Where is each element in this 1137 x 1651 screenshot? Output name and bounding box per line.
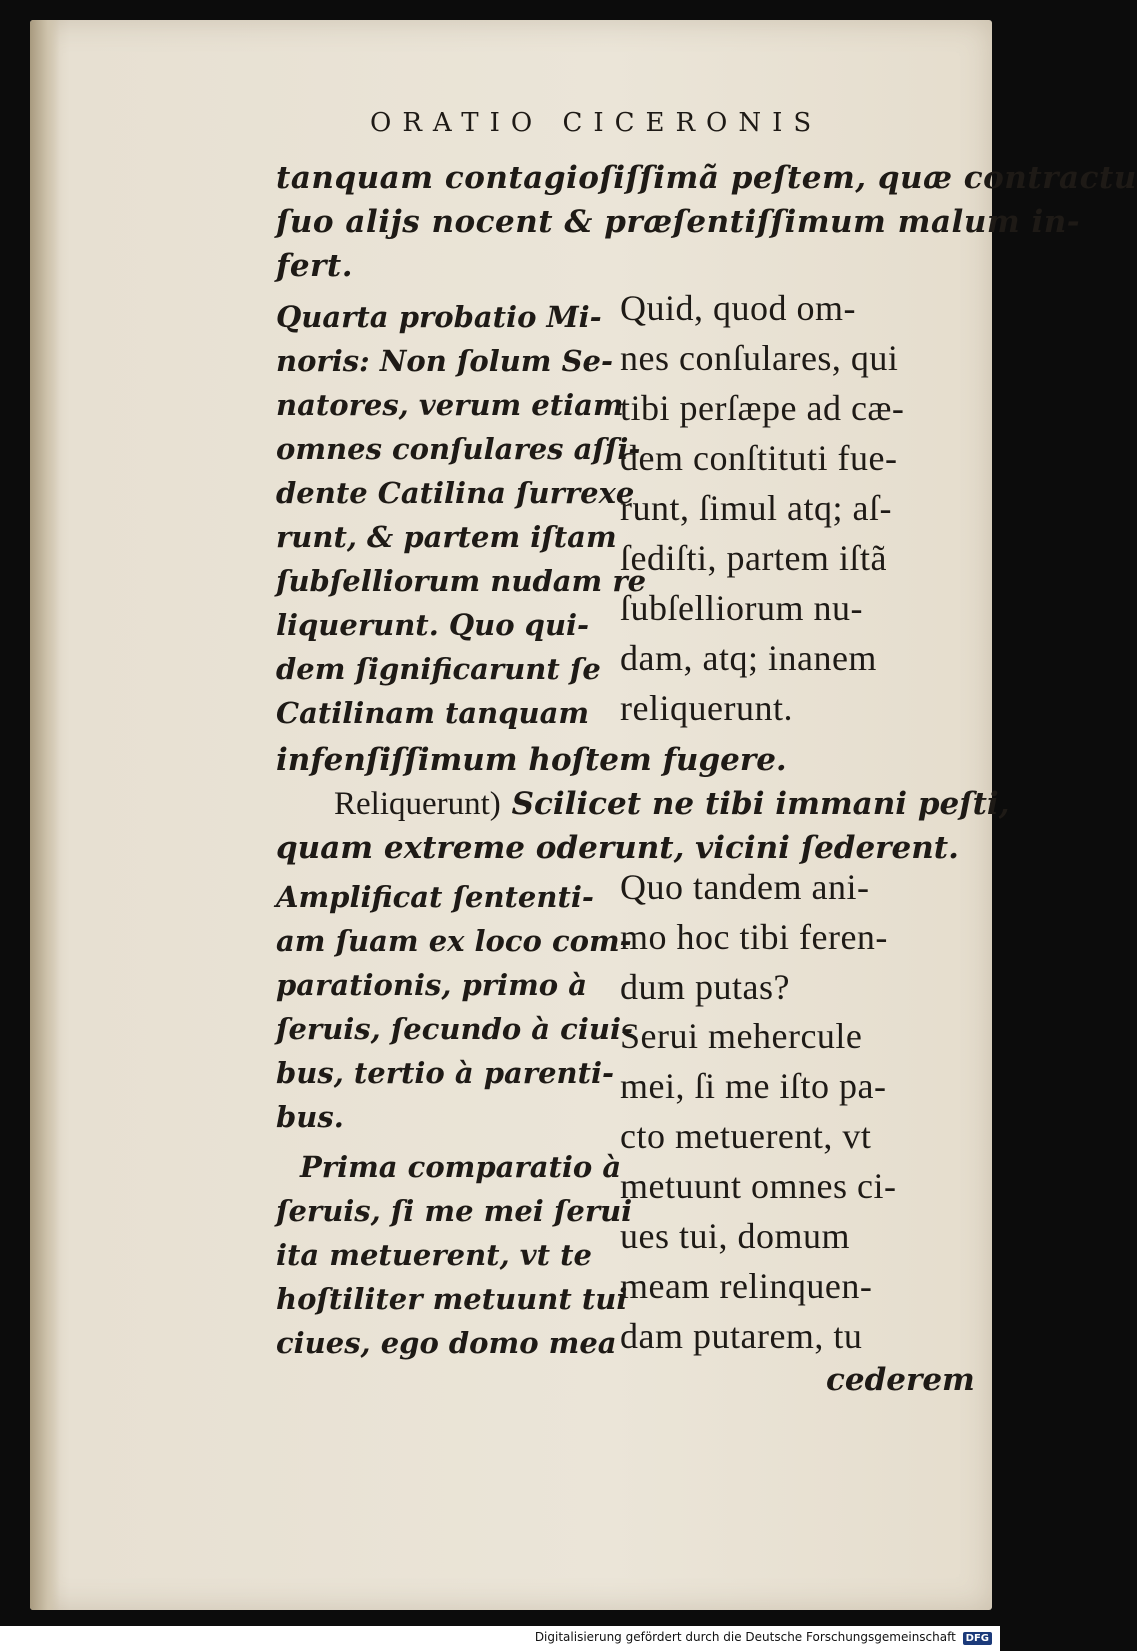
note-line: ſubſelliorum nudam re [276,564,647,598]
note-line: omnes conſulares aſſi- [276,432,641,466]
note-line: liquerunt. Quo qui- [276,608,590,642]
note-line: bus, tertio à parenti- [276,1056,615,1090]
main-text-line: cto metuerent, vt [620,1116,872,1156]
running-title: ORATIO CICERONIS [370,108,823,138]
note-line: noris: Non ſolum Se- [276,344,614,378]
note-line: ciues, ego domo mea [276,1326,617,1360]
main-text-line: Quid, quod om- [620,288,856,328]
note-line: bus. [276,1100,344,1134]
catchword: cederem [826,1362,975,1398]
note-tail-line: infenſiſſimum hoſtem fugere. [276,742,787,778]
note-line: Catilinam tanquam [276,696,590,730]
note-line: ſeruis, ſi me mei ſerui [276,1194,633,1228]
note-line: ita metuerent, vt te [276,1238,592,1272]
note-line: hoſtiliter metuunt tui [276,1282,628,1316]
main-text-line: meam relinquen- [620,1266,873,1306]
main-text-line: metuunt omnes ci- [620,1166,897,1206]
dfg-logo: DFG [963,1632,992,1645]
main-text-line: ſediſti, partem iſtã [620,538,887,578]
note-line: parationis, primo à [276,968,587,1002]
page-edge-shadow [30,20,60,1610]
main-text-line: Serui mehercule [620,1016,863,1056]
intro-line-1: tanquam contagioſiſſimã peſtem, quæ contractu [276,160,1137,196]
intro-line-2: ſuo alijs nocent & præſentiſſimum malum in- [276,204,1081,240]
note-line: Prima comparatio à [300,1150,622,1184]
main-text-line: nes conſulares, qui [620,338,899,378]
note-line: dente Catilina ſurrexe [276,476,635,510]
main-text-line: dam, atq; inanem [620,638,877,678]
main-text-line: ues tui, domum [620,1216,850,1256]
main-text-line: runt, ſimul atq; aſ- [620,488,892,528]
footer-credit [535,1630,992,1645]
footer-credit-text: Digitalisierung gefördert durch die Deutsche Forschungsgemeinschaft [534,1630,956,1644]
note-line: Quarta probatio Mi- [276,300,602,334]
main-text-line: dam putarem, tu [620,1316,863,1356]
main-text-line: dum putas? [620,967,790,1007]
main-text-line: mei, ſi me iſto pa- [620,1066,887,1106]
main-text-line: dem conſtituti fue- [620,438,898,478]
note-line: dem ſignificarunt ſe [276,652,601,686]
commentary-gloss: Scilicet ne tibi immani peſti, [511,786,1010,822]
note-line: natores, verum etiam [276,388,624,422]
commentary-line-1 [334,786,1010,823]
note-line: runt, & partem iſtam [276,520,617,554]
main-text-line: reliquerunt. [620,688,793,728]
note-line: ſeruis, ſecundo à ciui- [276,1012,633,1046]
note-line: am ſuam ex loco com- [276,924,632,958]
main-text-line: Quo tandem ani- [620,867,870,907]
commentary-lemma: Reliquerunt) [334,786,501,822]
note-line: Amplificat ſententi- [276,880,594,914]
main-text-line: ſubſelliorum nu- [620,588,863,628]
main-text-line: mo hoc tibi feren- [620,917,888,957]
commentary-line-2: quam extreme oderunt, vicini ſederent. [276,830,959,866]
intro-line-3: fert. [276,248,354,284]
main-text-line: tibi perſæpe ad cæ- [620,388,905,428]
